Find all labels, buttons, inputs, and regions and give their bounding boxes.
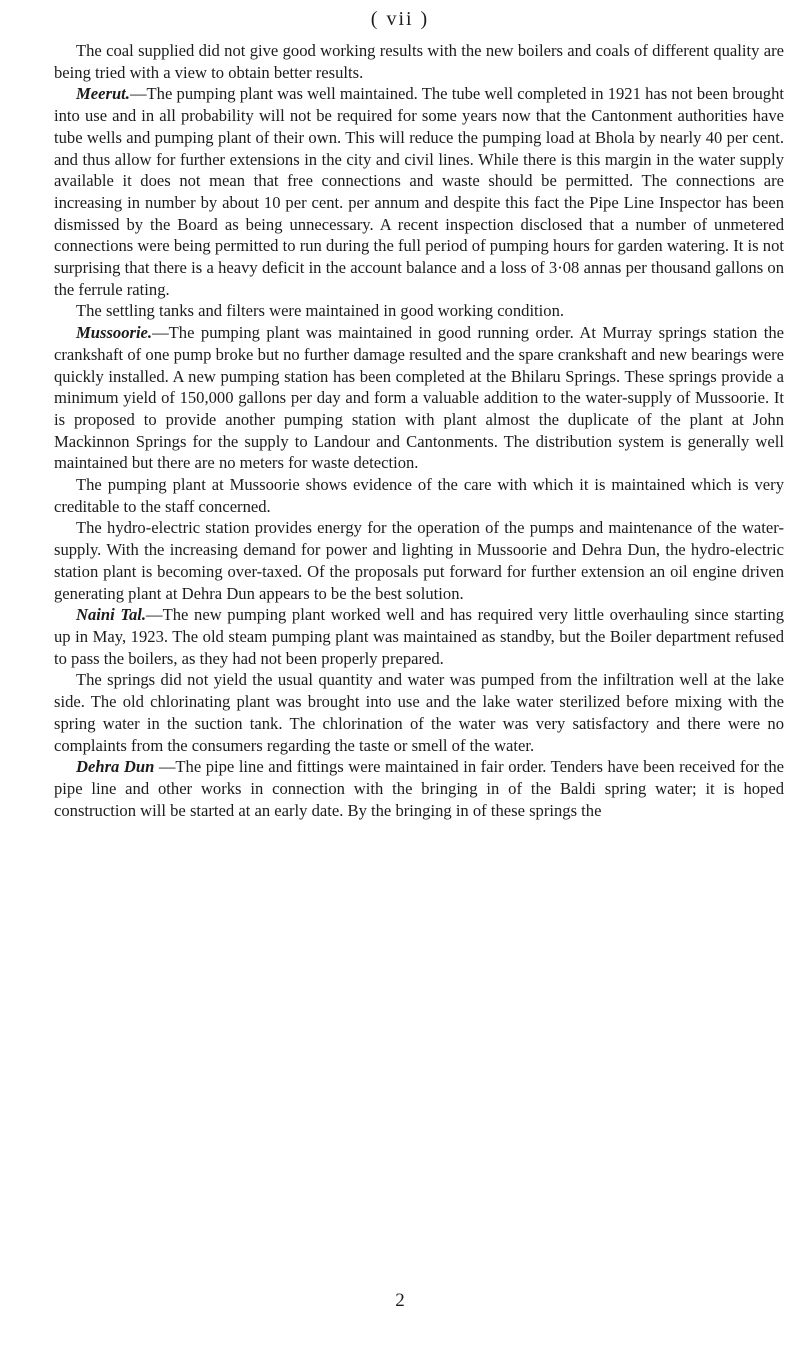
paragraph-text: The coal supplied did not give good working results with the new boilers and coals of different quality are being tried with a view to obtain better results. (54, 41, 784, 82)
page-number: 2 (395, 1290, 405, 1311)
paragraph-settling-tanks (54, 300, 784, 322)
paragraph-text: —The new pumping plant worked well and has required very little overhauling since starting up in May, 1923. The old steam pumping plant was maintained as standby, but the Boiler department refused to pass the boilers, as they had not been properly prepared. (54, 605, 785, 668)
paragraph-hydro-electric (54, 517, 784, 604)
paragraph-text: —The pumping plant was maintained in good running order. At Murray springs station the crankshaft of one pump broke but no further damage resulted and the spare crankshaft and new bearings were quickly installed. A new pumping station has been completed at the Bhilaru Springs. These springs provide a minimum yield of 150,000 gallons per day and form a valuable addition to the water-supply of Mussoorie. It is proposed to provide another pumping station with plant almost the duplicate of the plant at John Mackinnon Springs for the supply to Landour and Cantonments. The distribution system is generally well maintained but there are no meters for waste detection. (54, 323, 784, 473)
section-heading-naini-tal: Naini Tal. (76, 605, 147, 625)
paragraph-text: The pumping plant at Mussoorie shows evidence of the care with which it is maintained which is very creditable to the staff concerned. (54, 475, 784, 516)
paragraph-text: —The pipe line and fittings were maintained in fair order. Tenders have been received for the pipe line and other works in connection with the bringing in of the Baldi spring water; it is hoped construction will be started at an early date. By the bringing in of these springs the (54, 757, 785, 820)
paragraph-naini-tal (54, 604, 784, 669)
paragraph-text: The settling tanks and filters were maintained in good working condition. (76, 301, 565, 321)
section-heading-meerut: Meerut. (76, 84, 130, 104)
section-heading-mussoorie: Mussoorie. (76, 323, 153, 343)
paragraph-mussoorie (54, 322, 784, 474)
paragraph-coal-supply (54, 40, 784, 83)
paragraph-springs (54, 669, 784, 756)
paragraph-text: The hydro-electric station provides energy for the operation of the pumps and maintenance of the water-supply. With the increasing demand for power and lighting in Mussoorie and Dehra Dun, the hydro-electric station plant is becoming over-taxed. Of the proposals put forward for further extension an oil engine driven generating plant at Dehra Dun appears to be the best solution. (54, 518, 784, 603)
paragraph-text: The springs did not yield the usual quantity and water was pumped from the infiltration well at the lake side. The old chlorinating plant was brought into use and the lake water sterilized before mixing with the spring water in the suction tank. The chlorination of the water was very satisfactory and there were no complaints from the consumers regarding the taste or smell of the water. (54, 670, 784, 755)
section-heading-dehra-dun: Dehra Dun (76, 757, 155, 777)
body-text (54, 40, 784, 821)
paragraph-text: —The pumping plant was well maintained. The tube well completed in 1921 has not been brought into use and in all probability will not be required for some years now that the Cantonment authorities have tube wells and pumping plant of their own. This will reduce the pumping load at Bhola by nearly 40 per cent. and thus allow for further extensions in the city and civil lines. While there is this margin in the water supply available it does not mean that free connections and waste should be permitted. The connections are increasing in number by about 10 per cent. per annum and despite this fact the Pipe Line Inspector has been dismissed by the Board as being unnecessary. A recent inspection disclosed that a number of unmetered connections were being permitted to run during the full period of pumping hours for garden watering. It is not surprising that there is a heavy deficit in the account balance and a loss of 3·08 annas per thousand gallons on the ferrule rating. (54, 84, 784, 299)
paragraph-meerut (54, 83, 784, 300)
paragraph-mussoorie-plant-care (54, 474, 784, 517)
page-header-roman-numeral: ( vii ) (370, 8, 430, 30)
paragraph-dehra-dun (54, 756, 784, 821)
